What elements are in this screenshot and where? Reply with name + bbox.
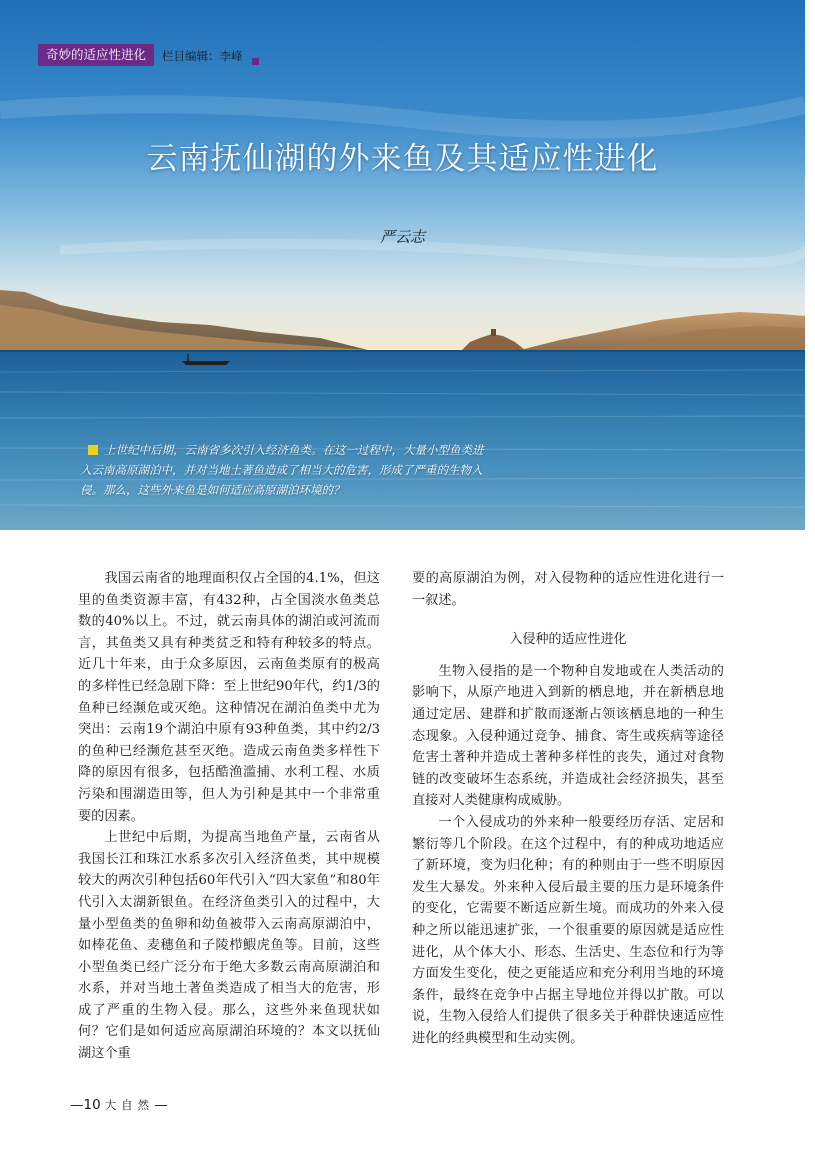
column-editor: 栏目编辑：李峰 — [162, 49, 243, 63]
footer-dash: — — [70, 1097, 84, 1113]
body-paragraph-continuation: 要的高原湖泊为例，对入侵物种的适应性进化进行一一叙述。 — [412, 571, 724, 608]
body-paragraph: 我国云南省的地理面积仅占全国的4.1%，但这里的鱼类资源丰富，有432种，占全国淡水鱼类总数的40%以上。不过，就云南具体的湖泊或河流而言，其鱼类又具有种类贫乏和特有种较多的特点。近几十年来，由于众多原因，云南鱼类原有的极高的多样性已经急剧下降：至上世纪90年代，约1/3的鱼种已经濒危或灭绝。这种情况在湖泊鱼类中尤为突出：云南19个湖泊中原有93种鱼类，其中约2/3的鱼种已经濒危甚至灭绝。造成云南鱼类多样性下降的原因有很多，包括酷渔滥捕、水利工程、水质污染和围湖造田等，但人为引种是其中一个非常重要的因素。 — [78, 571, 380, 824]
left-column — [78, 568, 380, 1065]
section-heading: 入侵种的适应性进化 — [509, 632, 627, 648]
body-paragraph: 生物入侵指的是一个物种自发地或在人类活动的影响下，从原产地进入到新的栖息地，并在新栖息地通过定居、建群和扩散而逐渐占领该栖息地的一种生态现象。入侵种通过竞争、捕食、寄生或疾病等途径危害土著种并造成土著种多样性的丧失，通过对食物链的改变破坏生态系统，并造成社会经济损失，甚至直接对人类健康构成威胁。 — [412, 663, 724, 809]
footer-dash-end: — — [154, 1097, 168, 1113]
page-footer — [70, 1097, 168, 1113]
purple-square-icon — [252, 58, 259, 65]
article-title: 云南抚仙湖的外来鱼及其适应性进化 — [146, 141, 659, 177]
right-column — [412, 568, 724, 1049]
photo-caption — [80, 440, 492, 500]
page-number: 10 — [83, 1097, 101, 1113]
caption-text: 上世纪中后期，云南省多次引入经济鱼类。在这一过程中，大量小型鱼类进入云南高原湖泊中，并对当地土著鱼造成了相当大的危害，形成了严重的生物入侵。那么，这些外来鱼是如何适应高原湖泊环境的？ — [80, 443, 484, 497]
magazine-name: 大自然 — [104, 1098, 155, 1112]
article-author: 严云志 — [379, 228, 425, 246]
column-tag: 奇妙的适应性进化 — [38, 44, 154, 66]
yellow-square-icon — [88, 445, 98, 455]
body-paragraph: 上世纪中后期，为提高当地鱼产量，云南省从我国长江和珠江水系多次引入经济鱼类，其中规模较大的两次引种包括60年代引入“四大家鱼”和80年代引入太湖新银鱼。在经济鱼类引入的过程中，大量小型鱼类的鱼卵和幼鱼被带入云南高原湖泊中，如棒花鱼、麦穗鱼和子陵栉鰕虎鱼等。目前，这些小型鱼类已经广泛分布于绝大多数云南高原湖泊和水系，并对当地土著鱼类造成了相当大的危害，形成了严重的生物入侵。那么，这些外来鱼现状如何？它们是如何适应高原湖泊环境的？本文以抚仙湖这个重 — [78, 830, 380, 1062]
body-paragraph: 一个入侵成功的外来种一般要经历存活、定居和繁衍等几个阶段。在这个过程中，有的种成功地适应了新环境，变为归化种；有的种则由于一些不明原因发生大暴发。外来种入侵后最主要的压力是环境条件的变化，它需要不断适应新生境。而成功的外来入侵种之所以能迅速扩张，一个很重要的原因就是适应性进化，从个体大小、形态、生活史、生态位和行为等方面发生变化，使之更能适应和充分利用当地的环境条件，最终在竞争中占据主导地位并得以扩散。可以说，生物入侵给人们提供了很多关于种群快速适应性进化的经典模型和生动实例。 — [412, 814, 724, 1046]
